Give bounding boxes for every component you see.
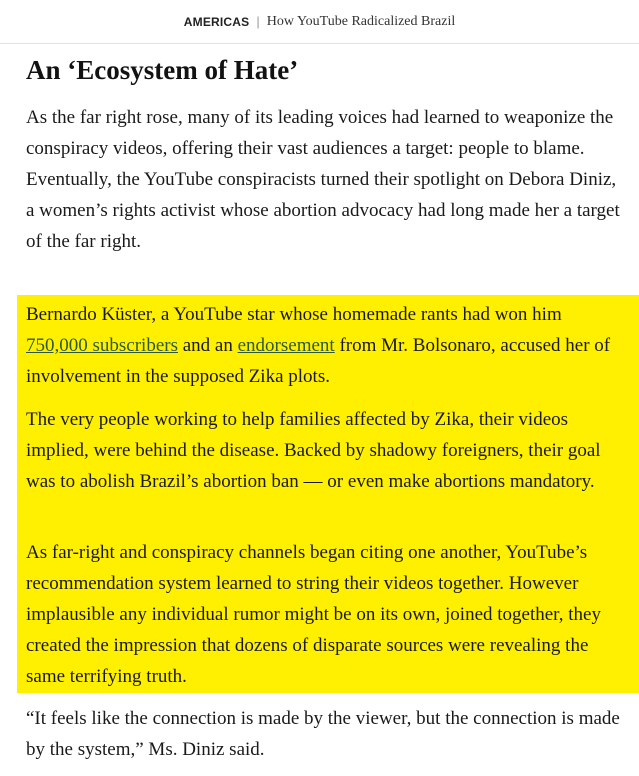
paragraph-2-text-middle: and an [177,335,238,356]
paragraph-4: As far-right and conspiracy channels began citing one another, YouTube’s recommendation system learned to string their videos together. However implausible any individual rumor might be on its own, joined together, they created the impression that dozens of disparate sources were revealing the same terrifying truth. [26,542,601,687]
section-heading: An ‘Ecosystem of Hate’ [26,55,299,85]
endorsement-link[interactable]: endorsement [237,335,335,356]
paragraph-3: The very people working to help families affected by Zika, their videos implied, were behind the disease. Backed by shadowy foreigners, their goal was to abolish Brazil’s abortion ban — or even make abortions mandatory. [26,409,601,492]
paragraph-2-text-start: Bernardo Küster, a YouTube star whose homemade rants had won him [26,304,562,325]
paragraph-2-text-end: from Mr. Bolsonaro, accused her of involvement in the supposed Zika plots. [26,335,611,387]
paragraph-5: “It feels like the connection is made by the viewer, but the connection is made by the system,” Ms. Diniz said. [26,708,620,760]
header-separator: | [256,14,260,29]
paragraph-1: As the far right rose, many of its leading voices had learned to weaponize the conspiracy videos, offering their vast audiences a target: people to blame. Eventually, the YouTube conspiracists turned their spotlight on Debora Diniz, a women’s rights activist whose abortion advocacy had long made her a target of the far right. [26,107,620,252]
paragraph-2 [26,299,626,392]
section-label[interactable]: AMERICAS [183,14,250,29]
article-top-bar [0,0,639,44]
story-title[interactable]: How YouTube Radicalized Brazil [266,13,456,29]
subscribers-link[interactable]: 750,000 subscribers [26,335,178,356]
